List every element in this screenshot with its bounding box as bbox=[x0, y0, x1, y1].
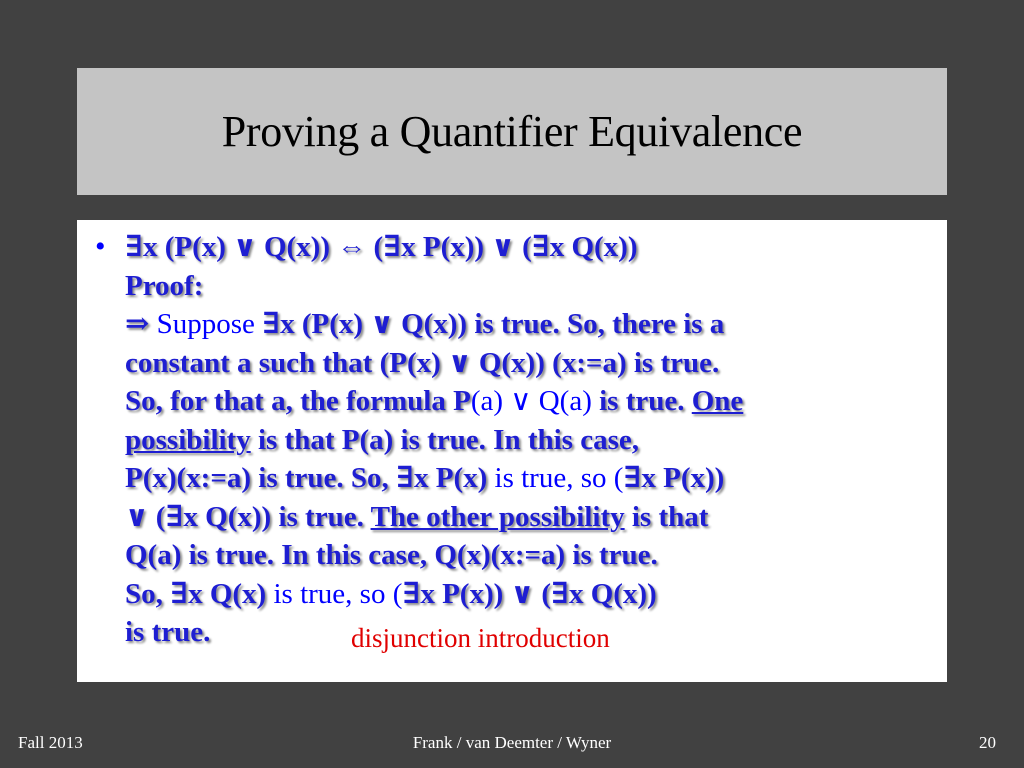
proof-heading-line bbox=[125, 267, 940, 306]
proof-text-l10-c: ∃x P(x)) ∨ (∃x Q(x)) bbox=[402, 577, 657, 610]
proof-line-7 bbox=[125, 459, 940, 498]
proof-line-6 bbox=[125, 421, 940, 460]
proof-text-l10-b: is true, so ( bbox=[266, 577, 403, 610]
implies-arrow: ⇒ bbox=[125, 308, 150, 340]
proof-text-l5-a: So, for that a, the formula P bbox=[125, 385, 471, 417]
proof-text-l5-d: One bbox=[691, 385, 744, 417]
proof-line-4 bbox=[125, 344, 940, 383]
proof-text-l9: Q(a) is true. In this case, Q(x)(x:=a) is true. bbox=[125, 539, 658, 571]
proof-line-3 bbox=[125, 305, 940, 344]
proof-text-l6-a: possibility bbox=[125, 423, 251, 456]
proof-line-5 bbox=[125, 382, 940, 421]
footer-authors: Frank / van Deemter / Wyner bbox=[412, 733, 612, 752]
proof-text-suppose: Suppose bbox=[149, 308, 263, 340]
proof-heading: Proof: bbox=[125, 269, 204, 302]
annotation-label: disjunction introduction bbox=[351, 623, 610, 653]
equivalence-formula: ∃x (P(x) ∨ Q(x)) ⇔ (∃x P(x)) ∨ (∃x Q(x)) bbox=[125, 231, 638, 263]
proof-text-l3-b: ∃x (P(x) ∨ Q(x)) is true. So, there is a bbox=[262, 308, 725, 340]
footer-date: Fall 2013 bbox=[18, 733, 83, 752]
proof-text-l7-b: is true, so ( bbox=[487, 462, 624, 494]
bullet-marker: • bbox=[95, 230, 106, 263]
proof-text-l4: constant a such that (P(x) ∨ Q(x)) (x:=a) is true. bbox=[125, 346, 720, 379]
proof-text-l6-b: is that P(a) is true. In this case, bbox=[250, 423, 639, 456]
proof-text-l8-c: is that bbox=[624, 500, 709, 533]
proof-text-l7-a: P(x)(x:=a) is true. So, ∃x P(x) bbox=[125, 462, 488, 494]
proof-text bbox=[125, 228, 940, 652]
proof-text-l7-c: ∃x P(x)) bbox=[623, 462, 725, 494]
proof-line-8 bbox=[125, 498, 940, 537]
proof-text-l5-b: (a) ∨ Q(a) bbox=[470, 385, 600, 417]
proof-line-9 bbox=[125, 536, 940, 575]
title-box bbox=[77, 68, 947, 195]
proof-line-10 bbox=[125, 575, 940, 614]
proof-text-l11: is true. bbox=[125, 616, 211, 648]
proof-text-l8-b: The other possibility bbox=[370, 500, 625, 533]
proof-text-l5-c: is true. bbox=[599, 385, 692, 417]
proof-text-l8-a: ∨ (∃x Q(x)) is true. bbox=[125, 500, 371, 533]
slide-title: Proving a Quantifier Equivalence bbox=[221, 107, 803, 156]
proof-text-l10-a: So, ∃x Q(x) bbox=[125, 577, 267, 610]
footer-page-number: 20 bbox=[979, 733, 996, 752]
equivalence-line bbox=[125, 228, 940, 267]
content-box bbox=[77, 220, 947, 682]
